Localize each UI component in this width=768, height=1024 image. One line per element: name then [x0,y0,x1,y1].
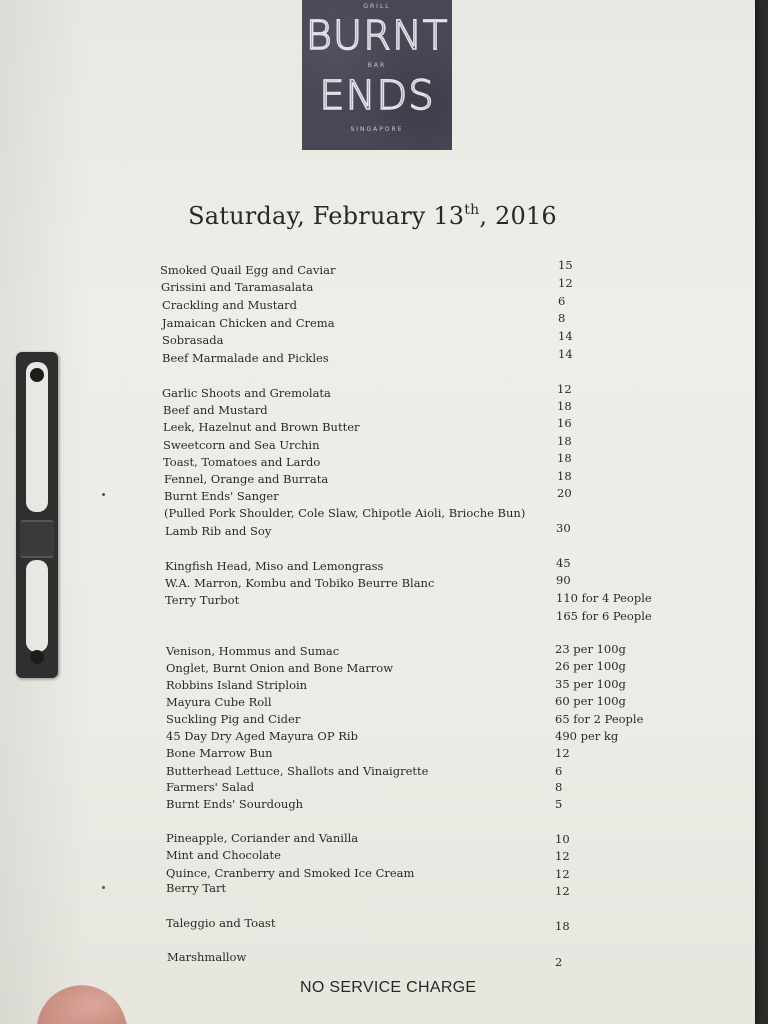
menu-item-name: Beef and Mustard [163,403,268,417]
menu-item-price: 18 [557,469,572,483]
menu-item-price: 14 [558,329,573,343]
menu-item-price: 12 [555,884,570,898]
menu-item-price: 23 per 100g [555,642,626,656]
menu-item-price: 10 [555,832,570,846]
menu-item-name: Marshmallow [167,950,247,964]
menu-item-price: 6 [558,294,566,308]
menu-item-price: 490 per kg [555,729,619,743]
logo-word-burnt: BURNT [305,13,449,59]
menu-item-price: 18 [555,919,570,933]
menu-item-name: Smoked Quail Egg and Caviar [160,263,336,277]
menu-item-name: Garlic Shoots and Gremolata [162,386,331,400]
menu-item-name: Sobrasada [162,333,224,347]
menu-item-name: Onglet, Burnt Onion and Bone Marrow [166,661,394,675]
menu-item-price: 65 for 2 People [555,712,644,726]
menu-item-name: 45 Day Dry Aged Mayura OP Rib [166,729,358,743]
menu-item-name: Robbins Island Striploin [166,678,308,692]
menu-item-name: Pineapple, Coriander and Vanilla [166,831,359,845]
menu-item-price: 5 [555,797,563,811]
menu-item-name: Suckling Pig and Cider [166,712,301,726]
title-year: , 2016 [479,202,557,230]
menu-item-name: Crackling and Mustard [162,298,298,312]
menu-item-price: 12 [558,276,573,290]
logo-grill-text: GRILL [363,3,391,10]
menu-item-price: 12 [555,849,570,863]
menu-item-price: 30 [556,521,571,535]
menu-item-name: Grissini and Taramasalata [161,280,314,294]
menu-item-name: Farmers' Salad [166,780,255,794]
logo-bar-text: BAR [367,62,387,69]
menu-item-name: Mayura Cube Roll [166,695,272,709]
menu-item-price: 26 per 100g [555,659,626,673]
logo-word-ends: ENDS [319,73,435,119]
menu-item-name: Lamb Rib and Soy [165,524,272,538]
menu-item-name: Toast, Tomatoes and Lardo [163,455,321,469]
menu-item-price: 6 [555,764,563,778]
menu-item-name: Quince, Cranberry and Smoked Ice Cream [166,866,415,880]
menu-item-price: 18 [557,399,572,413]
menu-item-name: Sweetcorn and Sea Urchin [163,438,320,452]
menu-item-price: 8 [555,780,563,794]
title-date: Saturday, February 13 [188,202,465,230]
menu-item-price: 16 [557,416,572,430]
menu-item-name: Leek, Hazelnut and Brown Butter [163,420,360,434]
menu-item-name: Venison, Hommus and Sumac [166,644,340,658]
title-ordinal: th [464,202,480,218]
menu-item-price: 18 [557,434,572,448]
no-service-charge-notice: NO SERVICE CHARGE [300,979,477,996]
menu-item-price: 35 per 100g [555,677,626,691]
menu-item-name: Burnt Ends' Sourdough [166,797,304,811]
menu-item-price: 12 [555,746,570,760]
menu-item-price: 2 [555,955,563,969]
menu-item-name: Burnt Ends' Sanger [164,489,279,503]
restaurant-logo [302,0,452,150]
menu-item-name: (Pulled Pork Shoulder, Cole Slaw, Chipotle Aioli, Brioche Bun) [164,506,526,520]
menu-item-price: 90 [556,573,571,587]
menu-item-price: 110 for 4 People [556,591,652,605]
menu-item-name: Berry Tart [166,881,227,895]
menu-item-name: Jamaican Chicken and Crema [162,316,335,330]
menu-item-name: Beef Marmalade and Pickles [162,351,329,365]
menu-item-price: 18 [557,451,572,465]
menu-binder-clip [16,352,58,678]
menu-item-name: Bone Marrow Bun [166,746,273,760]
menu-item-price: 8 [558,311,566,325]
menu-item-name: Mint and Chocolate [166,848,281,862]
menu-item-price: 45 [556,556,571,570]
menu-item-price: 12 [557,382,572,396]
menu-item-price: 14 [558,347,573,361]
menu-item-name: Fennel, Orange and Burrata [164,472,329,486]
menu-item-price: 60 per 100g [555,694,626,708]
menu-item-name: Kingfish Head, Miso and Lemongrass [165,559,384,573]
logo-singapore-text: SINGAPORE [350,126,404,133]
menu-item-name: Butterhead Lettuce, Shallots and Vinaigrette [166,764,429,778]
menu-item-name: Terry Turbot [165,593,240,607]
menu-item-price: 20 [557,486,572,500]
menu-date-title [0,202,745,230]
menu-item-price: 15 [558,258,573,272]
menu-item-name: W.A. Marron, Kombu and Tobiko Beurre Blanc [165,576,435,590]
menu-item-price: 165 for 6 People [556,609,652,623]
menu-item-price: 12 [555,867,570,881]
menu-item-name: Taleggio and Toast [166,916,276,930]
